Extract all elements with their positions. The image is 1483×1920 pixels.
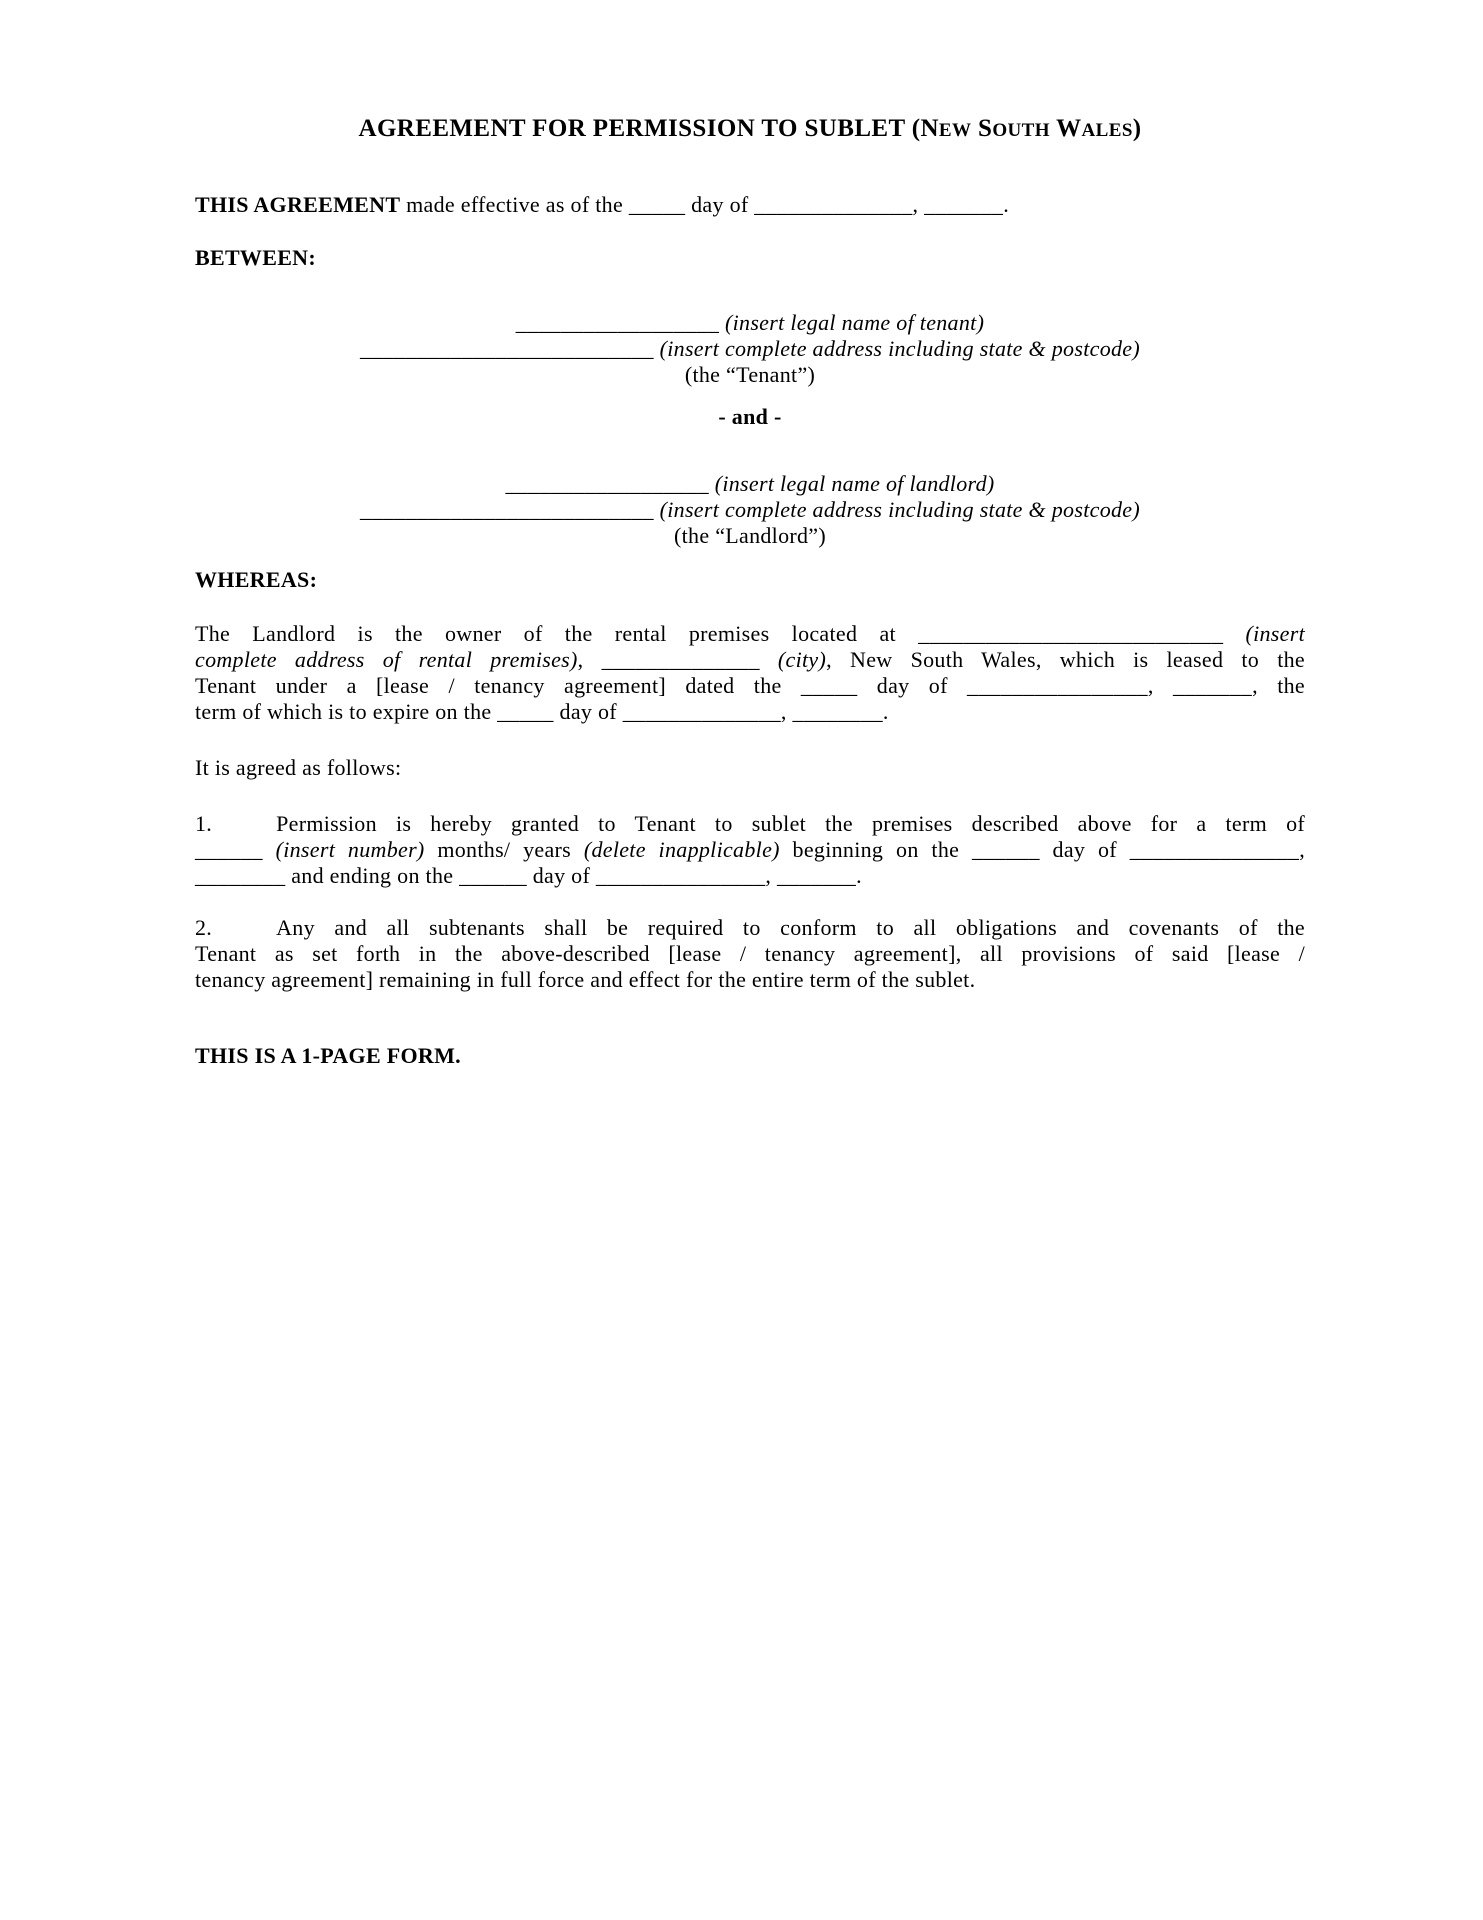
tenant-party-block	[195, 310, 1305, 388]
one-page-form-note: THIS IS A 1-PAGE FORM.	[195, 1043, 461, 1068]
landlord-party-block	[195, 471, 1305, 549]
landlord-name-blank-line: __________________ (insert legal name of landlord)	[505, 471, 995, 496]
tenant-name-blank-line: __________________ (insert legal name of tenant)	[515, 310, 985, 335]
and-separator: - and -	[718, 404, 782, 429]
whereas-paragraph: The Landlord is the owner of the rental premises located at ___________________________ (insert complete address of rental premises), ______________ (city), New South Wales, which is leased to the Tenant under a [lease / tenancy agreement] dated the _____ day of ________________, _______, the term of which is to expire on the _____ day of ______________, ________.	[195, 621, 1305, 724]
document-title: AGREEMENT FOR PERMISSION TO SUBLET (NEW SOUTH WALES)	[358, 115, 1142, 142]
tenant-address-blank-line: __________________________ (insert complete address including state & postcode)	[360, 336, 1140, 361]
between-label: BETWEEN:	[195, 245, 316, 270]
landlord-designation: (the “Landlord”)	[674, 523, 826, 548]
landlord-address-blank-line: __________________________ (insert complete address including state & postcode)	[360, 497, 1140, 522]
clause-1-paragraph: 1. Permission is hereby granted to Tenant to sublet the premises described above for a term of ______ (insert number) months/ years (delete inapplicable) beginning on the ______ day of _______________, ________ and ending on the ______ day of _______________, _______.	[195, 811, 1305, 888]
tenant-designation: (the “Tenant”)	[684, 362, 816, 387]
clause-2-paragraph: 2. Any and all subtenants shall be required to conform to all obligations and covenants of the Tenant as set forth in the above-described [lease / tenancy agreement], all provisions of said [lease / tenancy agreement] remaining in full force and effect for the entire term of the sublet.	[195, 915, 1305, 992]
effective-date-line: THIS AGREEMENT made effective as of the _____ day of ______________, _______.	[195, 192, 1010, 217]
whereas-label: WHEREAS:	[195, 567, 318, 592]
agreed-as-follows-line: It is agreed as follows:	[195, 755, 402, 780]
